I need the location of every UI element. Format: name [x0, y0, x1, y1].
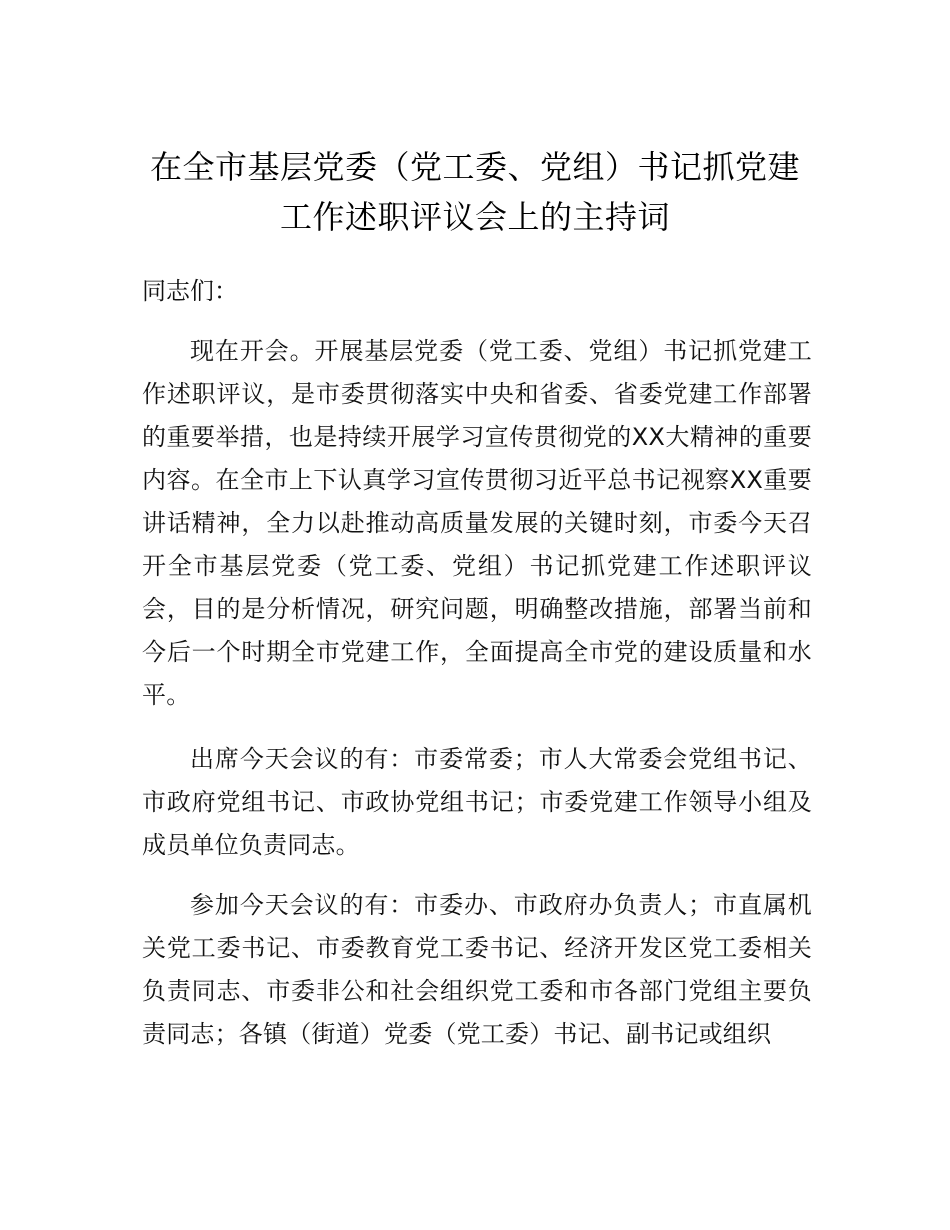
paragraph-opening: 现在开会。开展基层党委（党工委、党组）书记抓党建工作述职评议，是市委贯彻落实中央和省委、省委党建工作部署的重要举措，也是持续开展学习宣传贯彻党的XX大精神的重要内容。在全市上下认真学习宣传贯彻习近平总书记视察XX重要讲话精神，全力以赴推动高质量发展的关键时刻，市委今天召开全市基层党委（党工委、党组）书记抓党建工作述职评议会，目的是分析情况，研究问题，明确整改措施，部署当前和今后一个时期全市党建工作，全面提高全市党的建设质量和水平。 — [142, 337, 812, 709]
paragraph-attendees: 出席今天会议的有：市委常委；市人大常委会党组书记、市政府党组书记、市政协党组书记；市委党建工作领导小组及成员单位负责同志。 — [142, 745, 812, 859]
paragraph-participants: 参加今天会议的有：市委办、市政府办负责人；市直属机关党工委书记、市委教育党工委书记、经济开发区党工委相关负责同志、市委非公和社会组织党工委和市各部门党组主要负责同志；各镇（街道）党委（党工委）书记、副书记或组织 — [142, 891, 812, 1048]
document-title: 在全市基层党委（党工委、党组）书记抓党建工作述职评议会上的主持词 — [149, 148, 800, 236]
greeting: 同志们： — [142, 277, 238, 305]
